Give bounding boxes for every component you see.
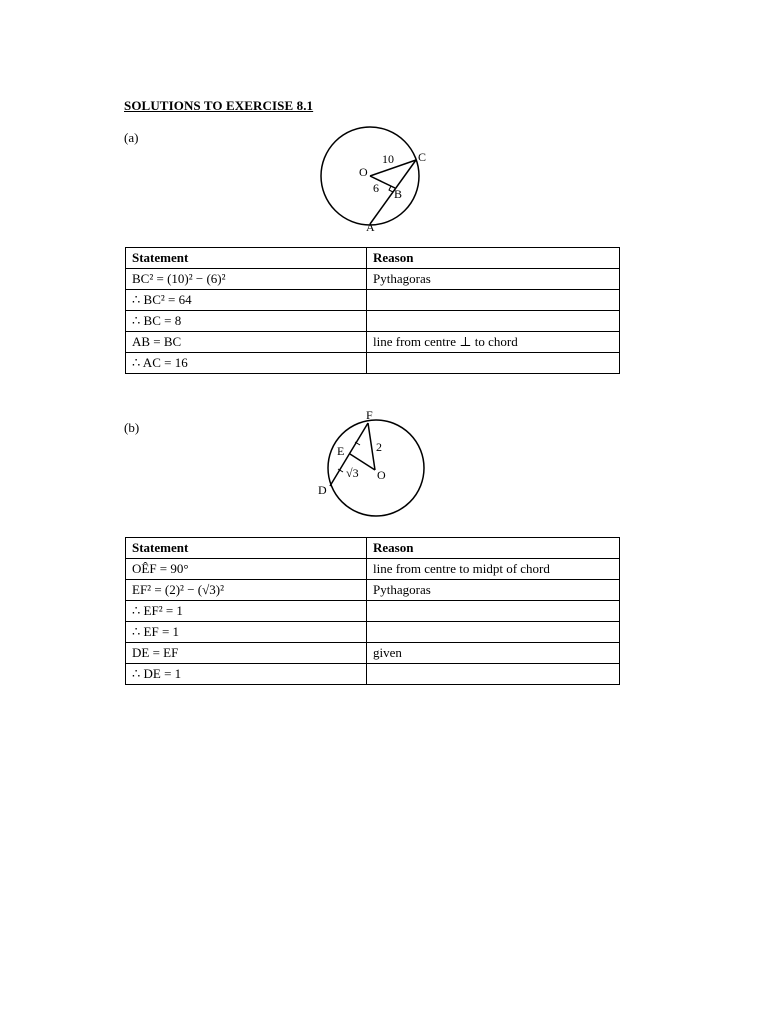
table-row: [126, 559, 620, 580]
label-F: F: [366, 408, 373, 422]
statement-cell: ∴ BC² = 64: [126, 290, 367, 311]
statement-cell: EF² = (2)² − (√3)²: [126, 580, 367, 601]
radius-of: [368, 423, 375, 470]
statement-cell: ∴ BC = 8: [126, 311, 367, 332]
reason-cell: Pythagoras: [367, 269, 620, 290]
figure-b-circle-diagram: [310, 408, 440, 523]
table-row: [126, 269, 620, 290]
label-C: C: [418, 150, 427, 164]
table-row: [126, 580, 620, 601]
statement-cell: ∴ AC = 16: [126, 353, 367, 374]
header-statement: Statement: [126, 538, 367, 559]
label-O: O: [377, 468, 386, 482]
figure-a-circle-diagram: [310, 125, 440, 240]
header-reason: Reason: [367, 248, 620, 269]
reason-cell: Pythagoras: [367, 580, 620, 601]
page-title: SOLUTIONS TO EXERCISE 8.1: [124, 98, 314, 113]
reason-cell: line from centre ⊥ to chord: [367, 332, 620, 353]
reason-cell: [367, 664, 620, 685]
statement-cell: BC² = (10)² − (6)²: [126, 269, 367, 290]
reason-cell: given: [367, 643, 620, 664]
label-O: O: [359, 165, 368, 179]
label-length-oc: 10: [382, 152, 394, 166]
statement-cell: ∴ EF² = 1: [126, 601, 367, 622]
table-header-row: [126, 248, 620, 269]
proof-table-a: [125, 247, 620, 374]
table-row: [126, 622, 620, 643]
header-statement: Statement: [126, 248, 367, 269]
label-B: B: [394, 187, 403, 201]
label-length-oe: √3: [346, 466, 359, 480]
statement-cell: ∴ DE = 1: [126, 664, 367, 685]
table-row: [126, 601, 620, 622]
reason-cell: [367, 601, 620, 622]
statement-cell: DE = EF: [126, 643, 367, 664]
reason-cell: [367, 353, 620, 374]
table-row: [126, 664, 620, 685]
table-row: [126, 353, 620, 374]
label-E: E: [337, 444, 345, 458]
reason-cell: [367, 311, 620, 332]
table-row: [126, 332, 620, 353]
label-length-ob: 6: [373, 181, 379, 195]
reason-cell: [367, 290, 620, 311]
statement-cell: AB = BC: [126, 332, 367, 353]
table-row: [126, 290, 620, 311]
table-row: [126, 643, 620, 664]
circle-b: [328, 420, 424, 516]
reason-cell: [367, 622, 620, 643]
table-header-row: [126, 538, 620, 559]
table-row: [126, 311, 620, 332]
part-a-label: (a): [124, 130, 139, 145]
label-length-of: 2: [376, 440, 382, 454]
statement-cell: ∴ EF = 1: [126, 622, 367, 643]
reason-cell: line from centre to midpt of chord: [367, 559, 620, 580]
statement-cell: OÊF = 90°: [126, 559, 367, 580]
part-b-label: (b): [124, 420, 140, 435]
label-D: D: [318, 483, 327, 497]
label-A: A: [366, 220, 375, 234]
header-reason: Reason: [367, 538, 620, 559]
proof-table-b: [125, 537, 620, 685]
